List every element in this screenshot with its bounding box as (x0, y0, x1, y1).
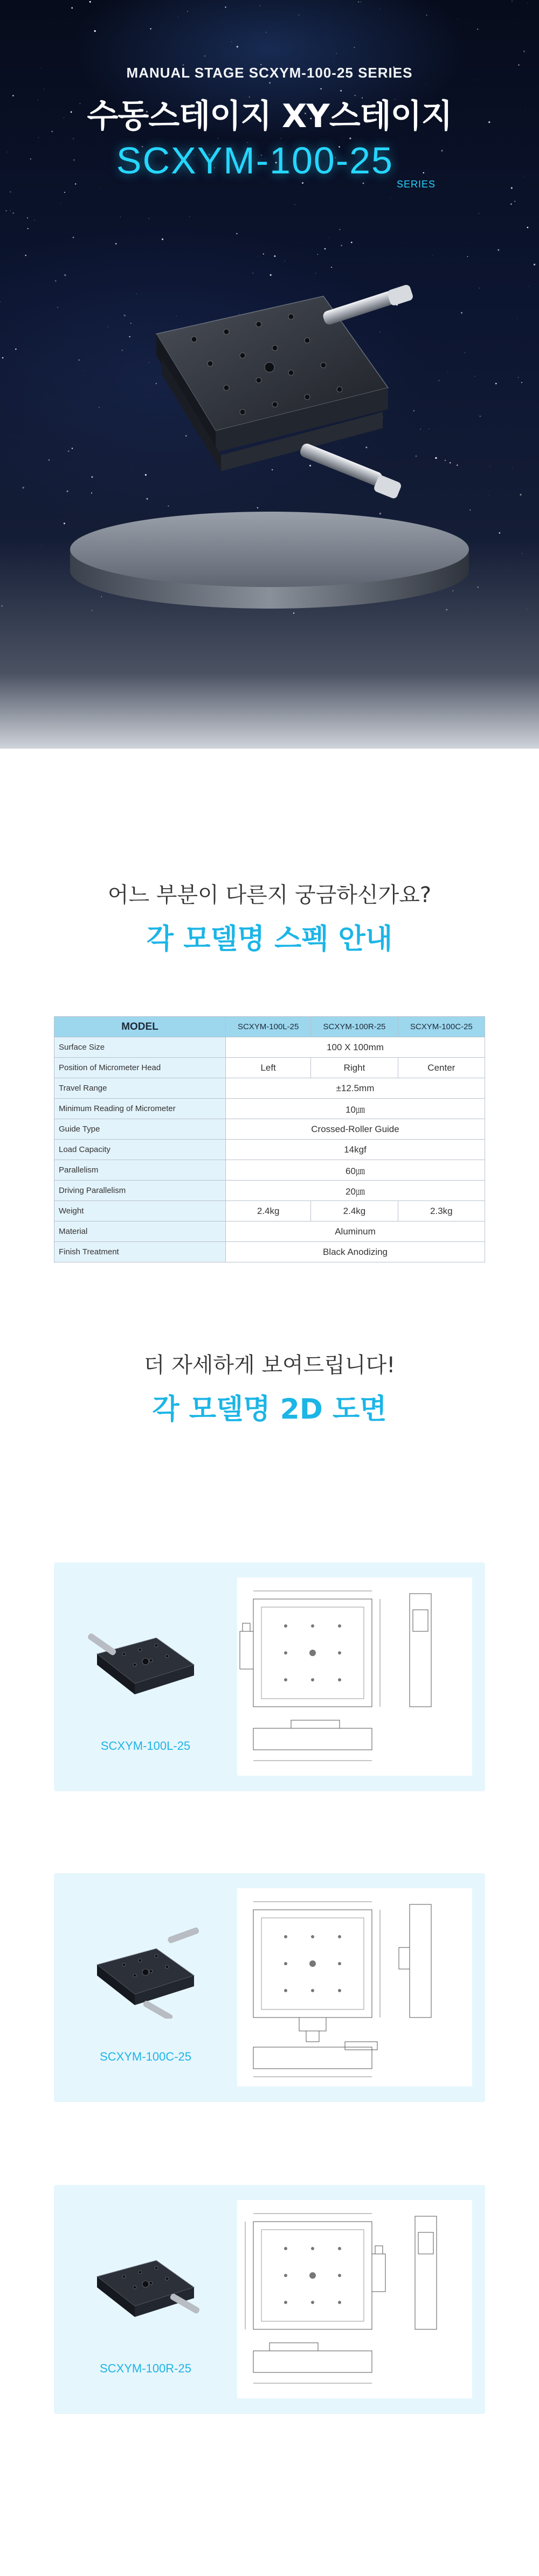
xy-stage-product-image (0, 226, 539, 711)
star-dot (423, 172, 424, 173)
table-row (54, 1201, 485, 1221)
spec-value: 100 X 100mm (226, 1037, 485, 1058)
spec-label: Weight (54, 1201, 226, 1221)
star-dot (299, 15, 300, 16)
star-dot (225, 6, 226, 8)
star-dot (5, 210, 7, 212)
table-row (54, 1078, 485, 1099)
drawing-card-100l (54, 1562, 485, 1791)
hero-title: 수동스테이지 XY스테이지 (87, 97, 452, 135)
spec-value: Right (311, 1058, 398, 1078)
star-dot (231, 41, 232, 42)
drawing-card-caption: SCXYM-100R-25 (100, 2362, 191, 2375)
spec-header-model-l: SCXYM-100L-25 (226, 1017, 311, 1037)
stage-thumbnail-image (86, 2239, 210, 2330)
table-row (54, 1058, 485, 1078)
spec-value: 2.3kg (398, 1201, 485, 1221)
star-dot (94, 30, 96, 32)
hero-banner (0, 0, 539, 749)
drawing-card-caption: SCXYM-100C-25 (100, 2050, 191, 2063)
spec-table-header-row (54, 1017, 485, 1037)
table-row (54, 1181, 485, 1201)
drawing-card-100c (54, 1873, 485, 2102)
star-dot (150, 28, 151, 30)
spec-value: 10㎛ (226, 1099, 485, 1119)
spec-label: Finish Treatment (54, 1242, 226, 1262)
spec-value: ±12.5mm (226, 1078, 485, 1099)
spec-header-model-c: SCXYM-100C-25 (398, 1017, 485, 1037)
table-row (54, 1099, 485, 1119)
spec-value: 20㎛ (226, 1181, 485, 1201)
spec-value: Aluminum (226, 1221, 485, 1242)
spec-value: Left (226, 1058, 311, 1078)
spec-value: 14kgf (226, 1140, 485, 1160)
table-row (54, 1140, 485, 1160)
spec-value: 60㎛ (226, 1160, 485, 1181)
star-dot (363, 183, 364, 184)
star-dot (237, 46, 238, 47)
spec-label: Driving Parallelism (54, 1181, 226, 1201)
star-dot (441, 150, 443, 151)
star-dot (64, 192, 65, 193)
spec-value: 2.4kg (311, 1201, 398, 1221)
spec-label: Travel Range (54, 1078, 226, 1099)
star-dot (75, 183, 76, 184)
star-dot (302, 182, 303, 184)
drawing-section-heading (0, 1348, 539, 1427)
spec-section-heading (0, 878, 539, 957)
spec-table (54, 1016, 485, 1262)
star-dot (89, 1, 91, 3)
spec-header-model-r: SCXYM-100R-25 (311, 1017, 398, 1037)
star-dot (354, 47, 355, 48)
spec-value: 2.4kg (226, 1201, 311, 1221)
star-dot (73, 159, 75, 161)
hero-subtitle: MANUAL STAGE SCXYM-100-25 SERIES (126, 65, 413, 81)
star-dot (510, 204, 512, 205)
2d-technical-drawing (237, 1888, 472, 2086)
spec-label: Parallelism (54, 1160, 226, 1181)
star-dot (320, 88, 322, 90)
star-dot (358, 2, 359, 3)
star-dot (523, 51, 525, 52)
table-row (54, 1242, 485, 1262)
stage-thumbnail-image (86, 1927, 210, 2019)
star-dot (204, 55, 205, 57)
spec-value: Crossed-Roller Guide (226, 1119, 485, 1140)
star-dot (269, 82, 271, 83)
hero-model-name: SCXYM-100-25 (116, 139, 393, 181)
table-row (54, 1221, 485, 1242)
star-dot (514, 201, 515, 202)
table-row (54, 1119, 485, 1140)
spec-section-question: 어느 부분이 다른지 궁금하신가요? (107, 883, 432, 907)
star-dot (100, 188, 101, 189)
star-dot (27, 218, 28, 219)
stage-thumbnail-image (86, 1616, 210, 1708)
2d-technical-drawing (237, 2200, 472, 2398)
star-dot (148, 218, 149, 219)
spec-label: Load Capacity (54, 1140, 226, 1160)
star-dot (60, 203, 61, 204)
star-dot (30, 158, 31, 159)
spec-header-model: MODEL (54, 1017, 226, 1037)
drawing-section-title: 각 모델명 2D 도면 (152, 1393, 387, 1426)
star-dot (13, 213, 14, 214)
spec-label: Guide Type (54, 1119, 226, 1140)
2d-technical-drawing (237, 1577, 472, 1776)
spec-value: Center (398, 1058, 485, 1078)
spec-value: Black Anodizing (226, 1242, 485, 1262)
table-row (54, 1037, 485, 1058)
star-dot (10, 210, 11, 211)
star-dot (10, 191, 11, 192)
spec-label: Surface Size (54, 1037, 226, 1058)
drawing-section-question: 더 자세하게 보여드립니다! (143, 1353, 396, 1378)
table-row (54, 1160, 485, 1181)
drawing-card-100r (54, 2185, 485, 2414)
hero-series-label: SERIES (397, 179, 436, 190)
star-dot (336, 53, 337, 54)
star-dot (71, 7, 73, 9)
spec-label: Material (54, 1221, 226, 1242)
spec-label: Minimum Reading of Micrometer (54, 1099, 226, 1119)
star-dot (73, 138, 74, 139)
spec-label: Position of Micrometer Head (54, 1058, 226, 1078)
star-dot (477, 29, 478, 30)
star-dot (38, 137, 39, 138)
spec-section-title: 각 모델명 스펙 안내 (146, 923, 393, 955)
star-dot (426, 15, 427, 16)
drawing-card-caption: SCXYM-100L-25 (100, 1739, 191, 1753)
star-dot (511, 187, 513, 189)
